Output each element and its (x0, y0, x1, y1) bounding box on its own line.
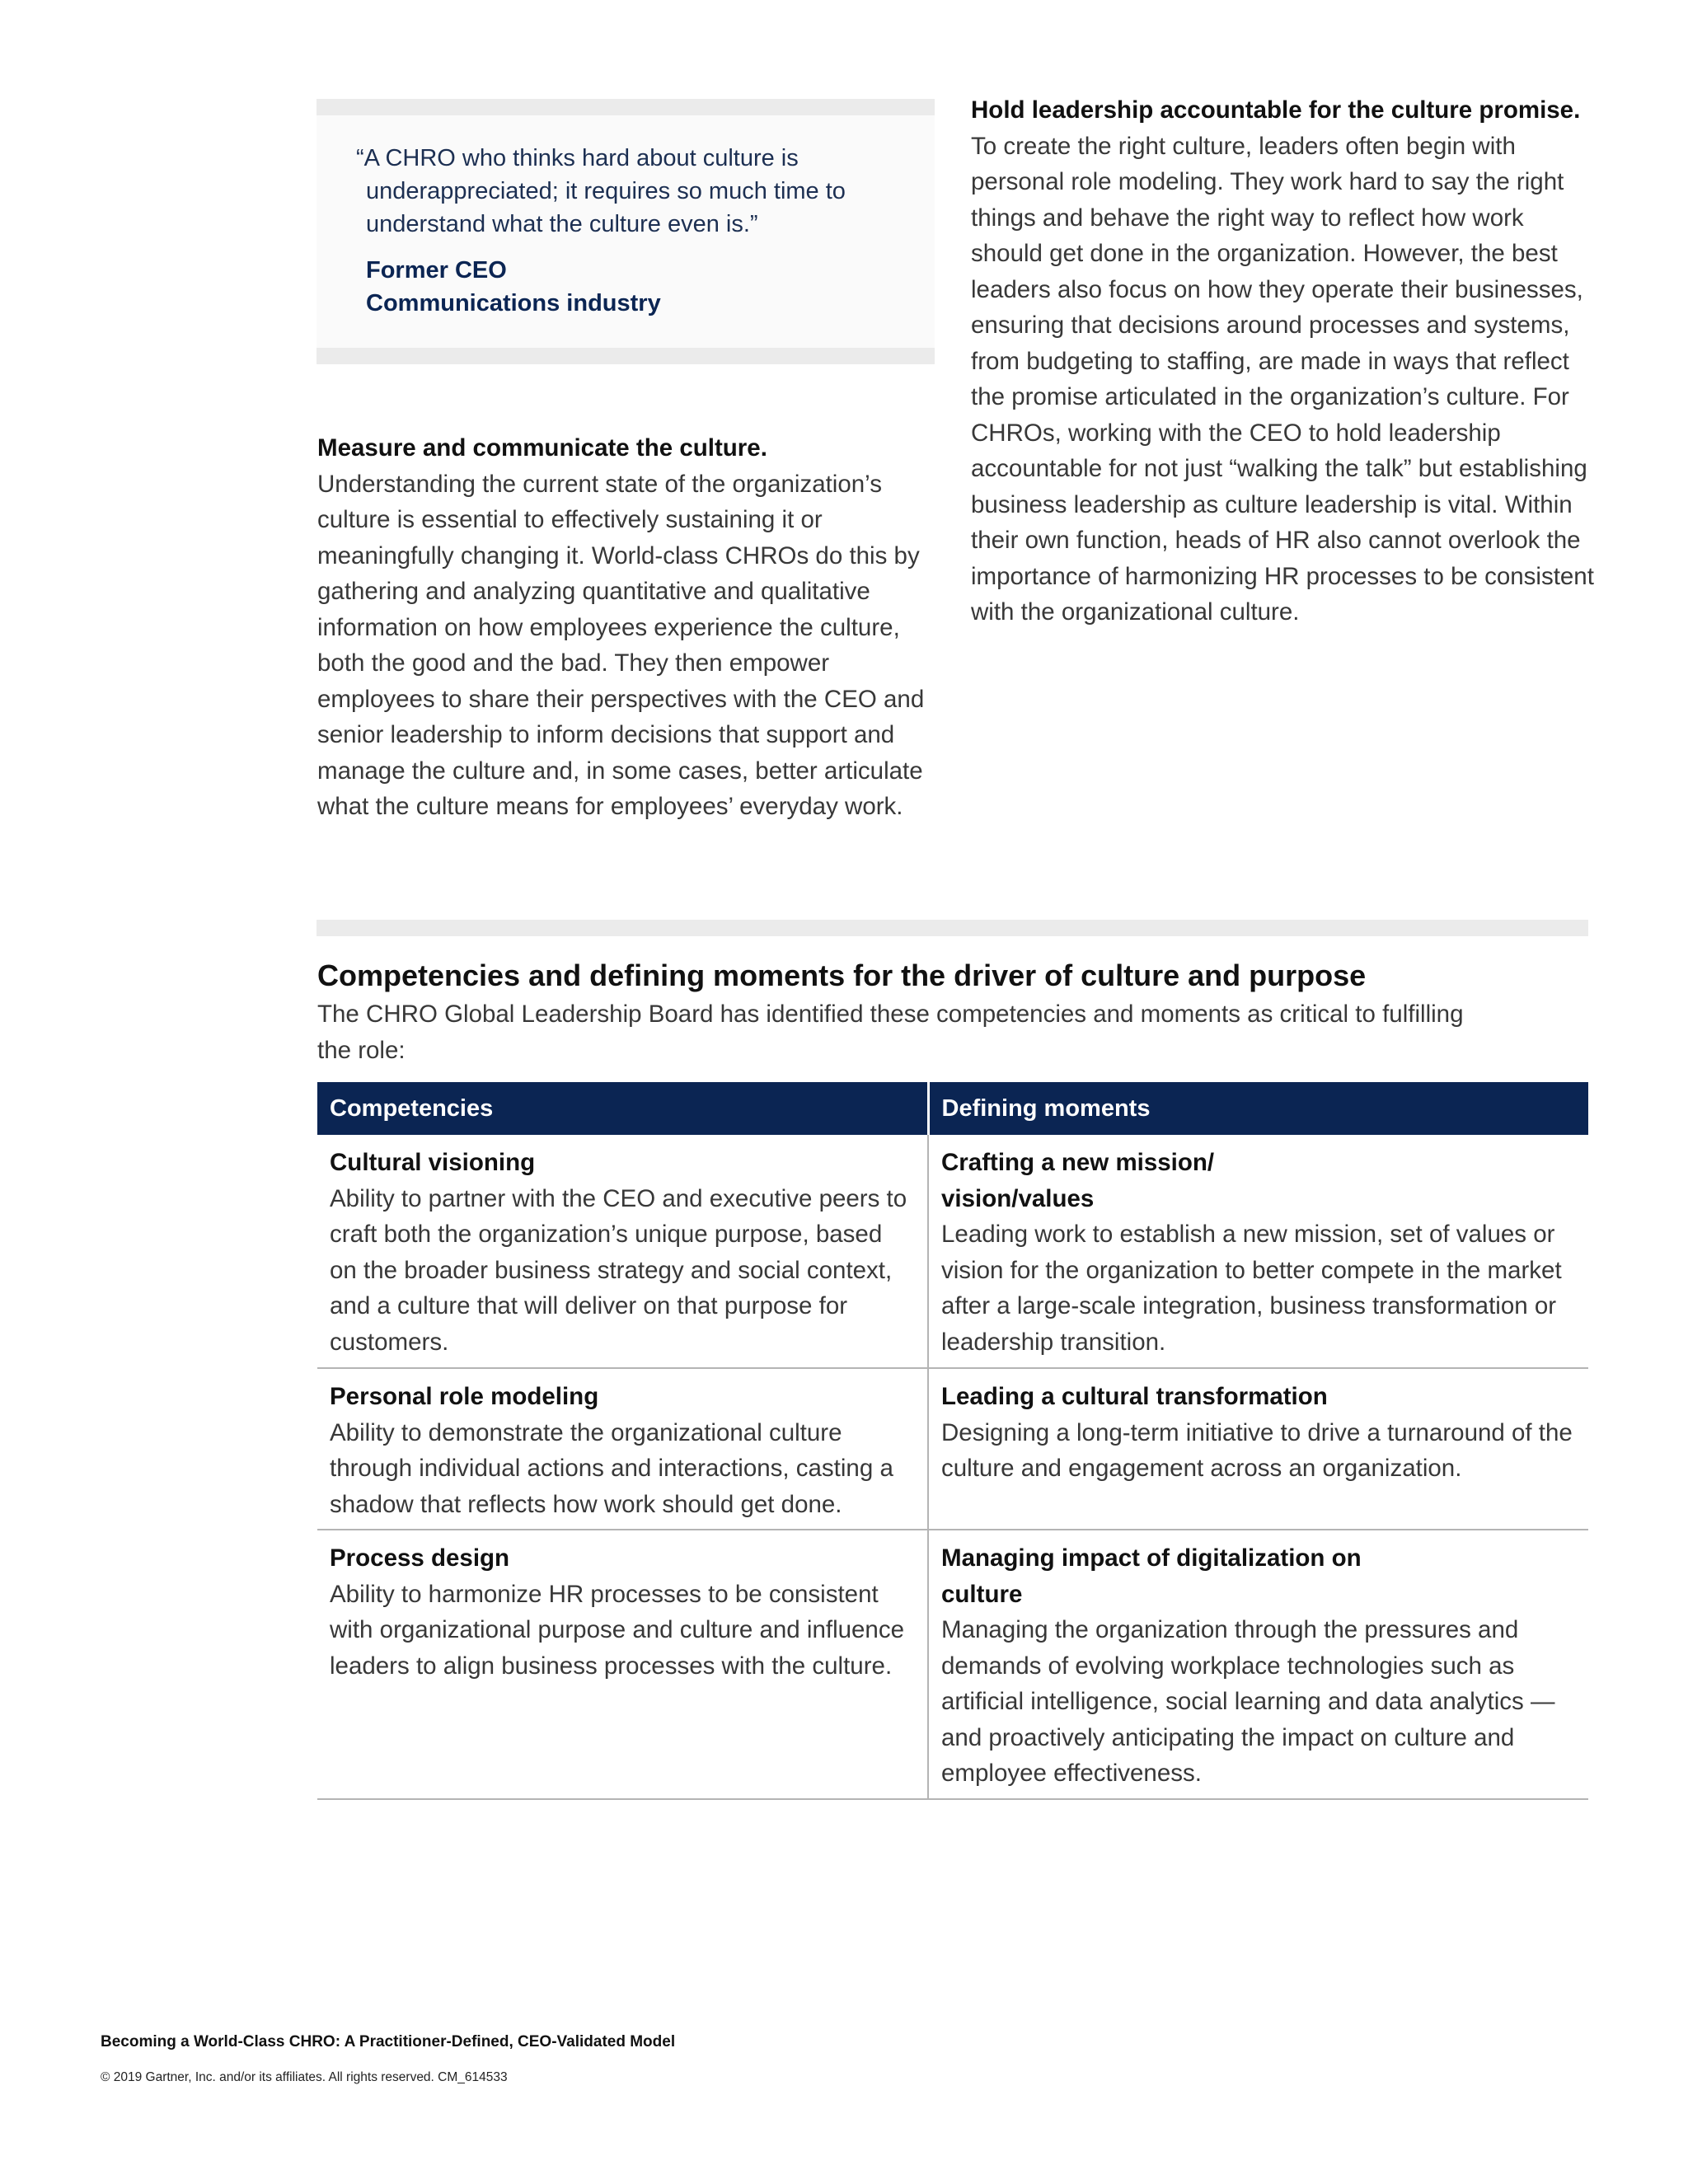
moment-body: Designing a long-term initiative to drive a turnaround of the culture and engagement across an organization. (941, 1418, 1573, 1482)
footer-title: Becoming a World-Class CHRO: A Practitioner-Defined, CEO-Validated Model (101, 2033, 676, 2050)
section-title: Competencies and defining moments for the driver of culture and purpose (317, 958, 1367, 992)
footer-copyright: © 2019 Gartner, Inc. and/or its affiliates. All rights reserved. CM_614533 (101, 2070, 508, 2084)
quote-text: “A CHRO who thinks hard about culture is underappreciated; it requires so much time to understand what the culture even is.” (356, 145, 846, 237)
competency-body: Ability to harmonize HR processes to be consistent with organizational purpose and culture and influence leaders to align business processes with the culture. (330, 1580, 904, 1680)
moment-body: Leading work to establish a new mission, set of values or vision for the organization to better compete in the market after a large-scale integration, business transformation or leadership transition. (941, 1221, 1562, 1356)
table-row (317, 1530, 1588, 1799)
table-header-row (317, 1082, 1588, 1135)
moment-title: Leading a cultural transformation (941, 1383, 1328, 1410)
competency-body: Ability to partner with the CEO and executive peers to craft both the organization’s unique purpose, based on the broader business strategy and social context, and a culture that will deliver on that purpose for customers. (330, 1184, 907, 1356)
moment-cell (928, 1530, 1588, 1799)
competency-cell (317, 1135, 928, 1368)
quote-bottom-bar (316, 348, 935, 364)
leadership-accountable-heading: Hold leadership accountable for the culture promise. (971, 96, 1581, 124)
competency-body: Ability to demonstrate the organizational culture through individual actions and interactions, casting a shadow that reflects how work should get done. (330, 1418, 893, 1518)
moment-body: Managing the organization through the pressures and demands of evolving workplace technologies such as artificial intelligence, social learning and data analytics — and proactively anticipating the impact on culture and employee effectiveness. (941, 1616, 1555, 1787)
moment-cell (928, 1368, 1588, 1530)
competency-cell (317, 1530, 928, 1799)
section-divider (316, 920, 1588, 936)
competency-title: Cultural visioning (330, 1149, 536, 1176)
measure-communicate-section (317, 430, 935, 825)
measure-communicate-body: Understanding the current state of the organization’s culture is essential to effectively sustaining it or meaningfully changing it. World-class CHROs do this by gathering and analyzing quantitative and qualitative information on how employees experience the culture, both the good and the bad. They then empower employees to share their perspectives with the CEO and senior leadership to inform decisions that support and manage the culture and, in some cases, better articulate what the culture means for employees’ everyday work. (317, 470, 925, 820)
table-row (317, 1135, 1588, 1368)
measure-communicate-heading: Measure and communicate the culture. (317, 434, 767, 462)
moment-title: Managing impact of digitalization on culture (941, 1544, 1362, 1608)
quote-top-bar (316, 99, 935, 115)
header-competencies: Competencies (317, 1082, 928, 1135)
header-defining-moments: Defining moments (928, 1082, 1588, 1135)
competency-title: Personal role modeling (330, 1383, 599, 1410)
competency-title: Process design (330, 1544, 510, 1572)
moment-title: Crafting a new mission/ vision/values (941, 1149, 1215, 1212)
leadership-accountable-section (971, 92, 1597, 630)
quote-attribution-role: Former CEO (366, 257, 507, 284)
moment-cell (928, 1135, 1588, 1368)
competency-cell (317, 1368, 928, 1530)
leadership-accountable-body: To create the right culture, leaders often begin with personal role modeling. They work hard to say the right things and behave the right way to reflect how work should get done in the organization. However, the best leaders also focus on how they operate their businesses, ensuring that decisions around processes and systems, from budgeting to staffing, are made in ways that reflect the promise articulated in the organization’s culture. For CHROs, working with the CEO to hold leadership accountable for not just “walking the talk” but establishing business leadership as culture leadership is vital. Within their own function, heads of HR also cannot overlook the importance of harmonizing HR processes to be consistent with the organizational culture. (971, 132, 1594, 626)
quote-attribution (366, 254, 910, 320)
competencies-table (317, 1082, 1588, 1800)
table-row (317, 1368, 1588, 1530)
quote-attribution-industry: Communications industry (366, 290, 661, 316)
section-intro: The CHRO Global Leadership Board has identified these competencies and moments as critical to fulfilling the role: (317, 1001, 1464, 1064)
